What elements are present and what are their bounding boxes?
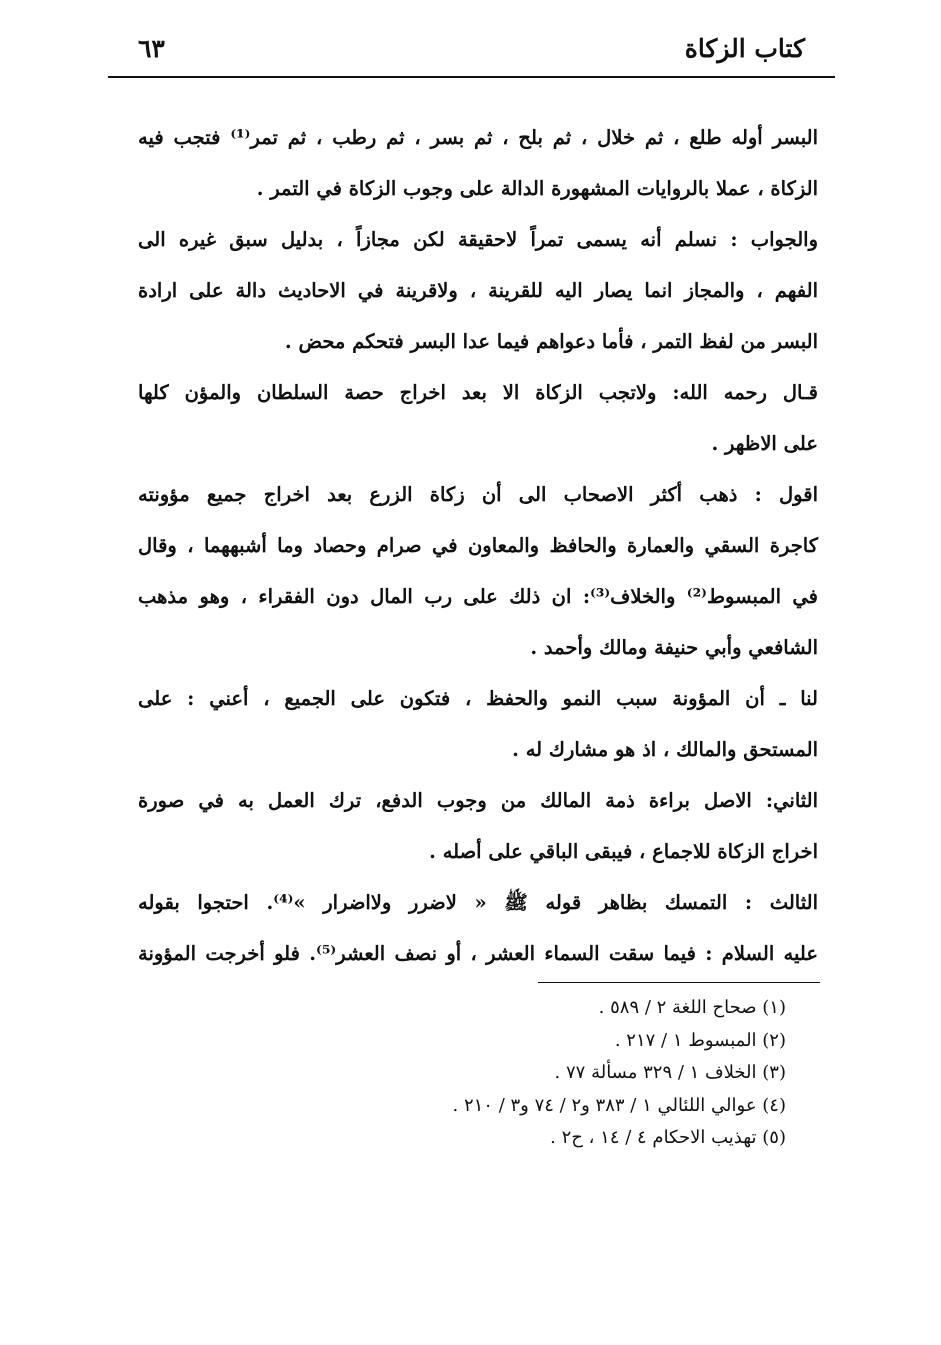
text-line: الثاني: الاصل براءة ذمة المالك من وجوب الدفع، ترك العمل به في صورة (138, 789, 818, 812)
text-line: اقول : ذهب أكثر الاصحاب الى أن زكاة الزرع بعد اخراج جميع مؤونته (138, 483, 818, 506)
header-divider (108, 76, 835, 78)
footnote-item: (٤) عوالي اللئالي ١ / ٣٨٣ و٢ / ٧٤ و٣ / ٢١٠ . (452, 1094, 786, 1116)
book-title: كتاب الزكاة (684, 34, 805, 63)
footnote-item: (٥) تهذيب الاحكام ٤ / ١٤ ، ح٢ . (550, 1127, 786, 1148)
footnote-divider (538, 982, 820, 983)
text-line: كاجرة السقي والعمارة والحافظ والمعاون في صرام وحصاد وما أشبههما ، وقال (138, 534, 818, 557)
footnote-item: (٣) الخلاف ١ / ٣٢٩ مسألة ٧٧ . (554, 1062, 786, 1083)
text-line: الزكاة ، عملا بالروايات المشهورة الدالة على وجوب الزكاة في التمر . (256, 177, 818, 200)
text-line: البسر من لفظ التمر ، فأما دعواهم فيما عدا البسر فتحكم محض . (284, 330, 818, 353)
footnotes (300, 992, 786, 1155)
text-line: في المبسوط⁽²⁾ والخلاف⁽³⁾: ان ذلك على رب المال دون الفقراء ، وهو مذهب (138, 585, 818, 608)
footnote-item: (٢) المبسوط ١ / ٢١٧ . (614, 1029, 786, 1051)
text-line: قـال رحمه الله: ولاتجب الزكاة الا بعد اخراج حصة السلطان والمؤن كلها (138, 381, 818, 404)
page-header (108, 32, 835, 80)
page-number: ٦٣ (138, 34, 165, 63)
text-line: والجواب : نسلم أنه يسمى تمراً لاحقيقة لكن مجازاً ، بدليل سبق غيره الى (138, 228, 818, 251)
text-line: الفهم ، والمجاز انما يصار اليه للقرينة ، ولاقرينة في الاحاديث دالة على ارادة (138, 279, 818, 302)
text-line: لنا ـ أن المؤونة سبب النمو والحفظ ، فتكون على الجميع ، أعني : على (138, 687, 818, 710)
footnote-item: (١) صحاح اللغة ٢ / ٥٨٩ . (598, 997, 786, 1018)
text-line: عليه السلام : فيما سقت السماء العشر ، أو نصف العشر⁽⁵⁾. فلو أخرجت المؤونة (138, 942, 818, 965)
text-line: البسر أوله طلع ، ثم خلال ، ثم بلح ، ثم بسر ، ثم رطب ، ثم تمر⁽¹⁾ فتجب فيه (138, 126, 818, 149)
text-line: الشافعي وأبي حنيفة ومالك وأحمد . (530, 636, 818, 659)
text-line: اخراج الزكاة للاجماع ، فيبقى الباقي على أصله . (429, 840, 818, 863)
text-line: الثالث : التمسك بظاهر قوله ﷺ « لاضرر ولااضرار »⁽⁴⁾. احتجوا بقوله (138, 891, 818, 914)
text-line: المستحق والمالك ، اذ هو مشارك له . (512, 738, 818, 761)
main-text (138, 112, 818, 979)
text-line: على الاظهر . (711, 432, 818, 455)
